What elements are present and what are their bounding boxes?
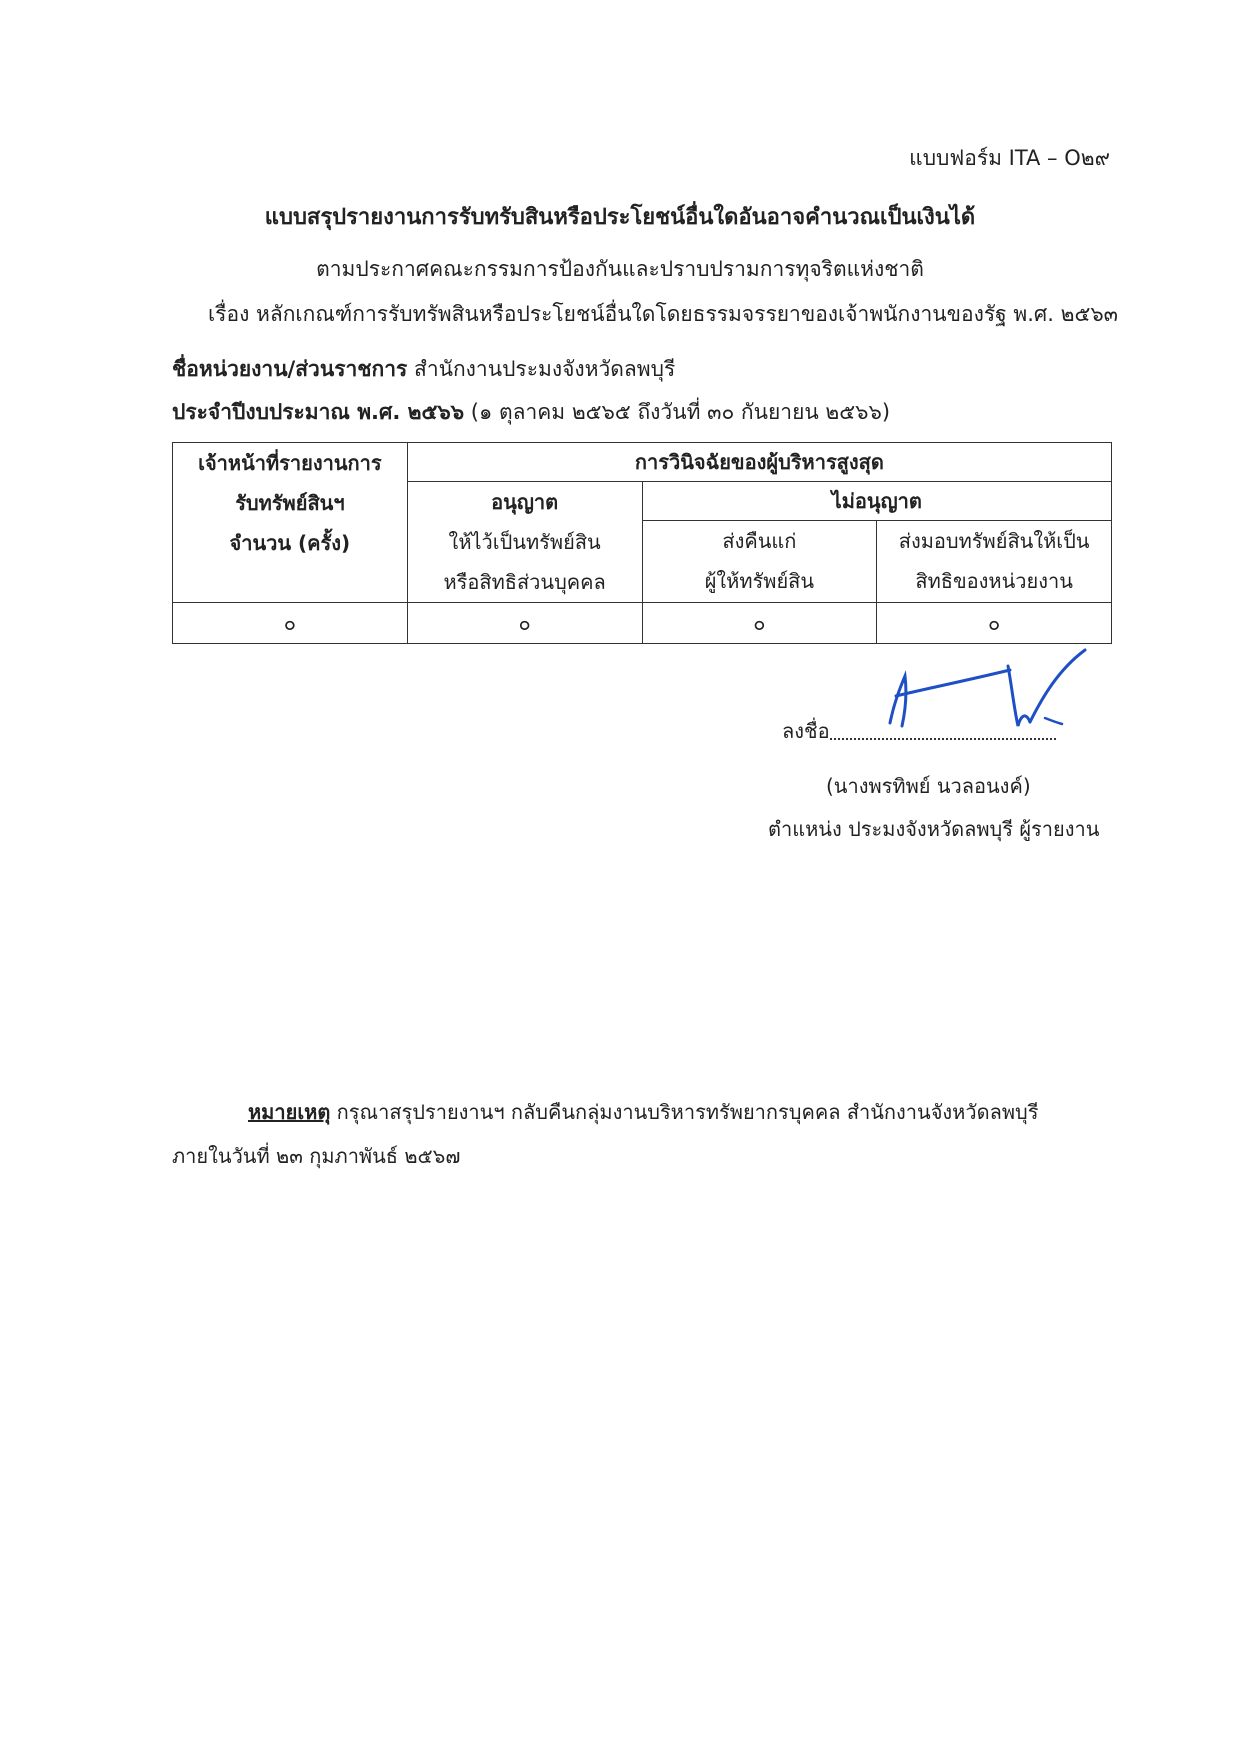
permit-header: อนุญาต xyxy=(491,490,559,514)
signer-position: ตำแหน่ง ประมงจังหวัดลพบุรี ผู้รายงาน xyxy=(768,817,1100,841)
subject-line: เรื่อง หลักเกณฑ์การรับทรัพสินหรือประโยชน์อื่นใดโดยธรรมจรรยาของเจ้าพนักงานของรัฐ พ.ศ. ๒๕๖๓ xyxy=(208,302,1119,326)
agency-label: ชื่อหน่วยงาน/ส่วนราชการ xyxy=(172,357,408,381)
permit-header-cell xyxy=(407,482,642,603)
transfer-line1: ส่งมอบทรัพย์สินให้เป็น xyxy=(898,529,1090,554)
form-code: แบบฟอร์ม ITA – O๒๙ xyxy=(909,146,1110,170)
return-value: ๐ xyxy=(642,603,877,644)
summary-table xyxy=(172,442,1112,644)
fiscal-year-label: ประจำปีงบประมาณ พ.ศ. ๒๕๖๖ xyxy=(172,400,465,424)
decision-header: การวินิจฉัยของผู้บริหารสูงสุด xyxy=(407,443,1111,482)
transfer-line2: สิทธิของหน่วยงาน xyxy=(915,569,1073,594)
return-line1: ส่งคืนแก่ xyxy=(722,529,797,554)
reports-count-value: ๐ xyxy=(173,603,408,644)
handwritten-signature xyxy=(880,648,1090,738)
document-title: แบบสรุปรายงานการรับทรับสินหรือประโยชน์อื่นใดอันอาจคำนวณเป็นเงินได้ xyxy=(264,205,976,230)
signature-label: ลงชื่อ xyxy=(782,719,830,743)
note-deadline: ภายในวันที่ ๒๓ กุมภาพันธ์ ๒๕๖๗ xyxy=(172,1144,461,1168)
return-line2: ผู้ให้ทรัพย์สิน xyxy=(704,569,815,594)
permit-desc-line1: ให้ไว้เป็นทรัพย์สิน xyxy=(448,530,601,554)
agency-value: สำนักงานประมงจังหวัดลพบุรี xyxy=(414,357,676,381)
note-label: หมายเหตุ xyxy=(248,1100,331,1124)
reports-header-line1: เจ้าหน้าที่รายงานการ xyxy=(198,451,382,475)
return-header-cell xyxy=(642,521,877,603)
announcement-line: ตามประกาศคณะกรรมการป้องกันและปราบปรามการทุจริตแห่งชาติ xyxy=(316,257,924,281)
deny-header: ไม่อนุญาต xyxy=(642,482,1112,521)
reports-count-header xyxy=(173,443,408,603)
transfer-header-cell xyxy=(877,521,1112,603)
permit-desc-line2: หรือสิทธิส่วนบุคคล xyxy=(443,570,606,594)
signer-name: (นางพรทิพย์ นวลอนงค์) xyxy=(826,774,1031,798)
agency-line xyxy=(172,353,675,386)
reports-header-line2: รับทรัพย์สินฯ xyxy=(235,491,345,515)
transfer-value: ๐ xyxy=(877,603,1112,644)
note-text: กรุณาสรุปรายงานฯ กลับคืนกลุ่มงานบริหารทรัพยากรบุคคล สำนักงานจังหวัดลพบุรี xyxy=(330,1100,1039,1124)
fiscal-year-range: (๑ ตุลาคม ๒๕๖๕ ถึงวันที่ ๓๐ กันยายน ๒๕๖๖) xyxy=(470,400,891,424)
permit-value: ๐ xyxy=(407,603,642,644)
note-line xyxy=(248,1096,1038,1128)
reports-header-line3: จำนวน (ครั้ง) xyxy=(229,531,351,555)
fiscal-year-line xyxy=(172,396,890,429)
